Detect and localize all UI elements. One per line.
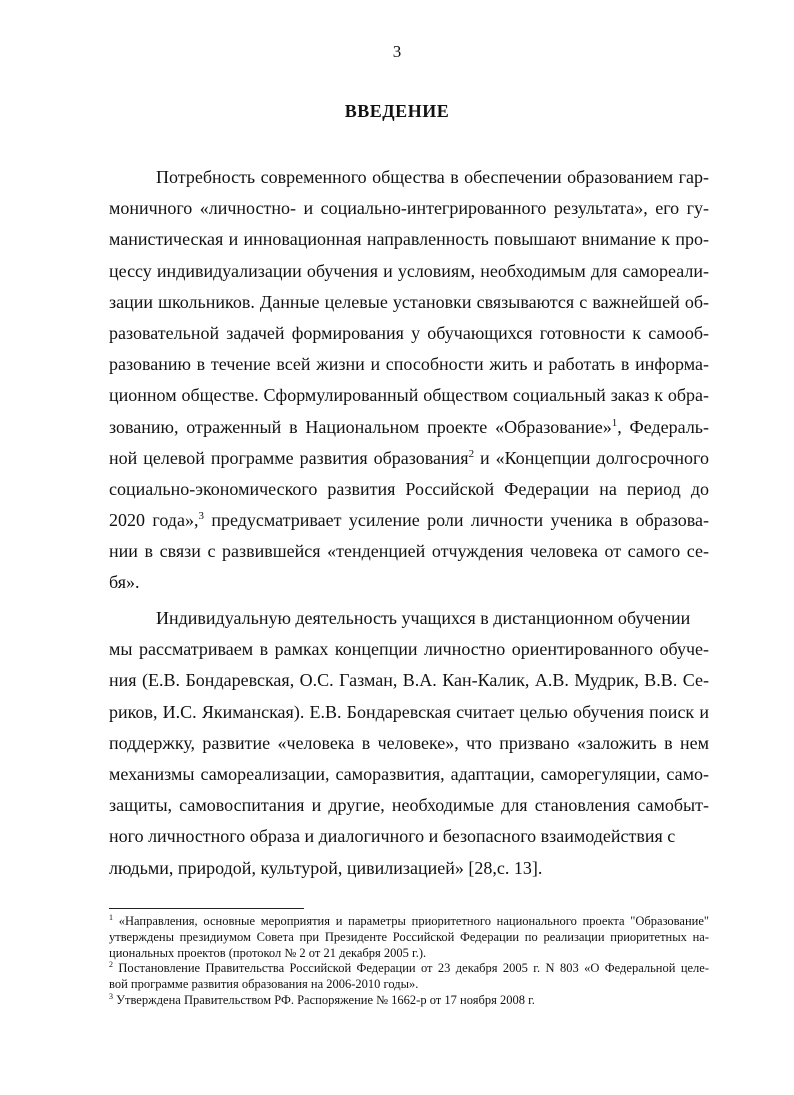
footnote-number: 2 [109, 960, 113, 970]
text-segment: зованию, отраженный в Национальном проекте «Образование» [109, 416, 612, 437]
text-line: социально-экономического развития Российской Федерации на период до [109, 478, 709, 499]
text-segment: и «Концепции долгосрочного [474, 447, 709, 468]
text-line: цессу индивидуализации обучения и условиям, необходимым для самореали- [109, 260, 709, 281]
text-line [109, 443, 709, 474]
text-line: бя». [109, 572, 140, 593]
footnotes [109, 914, 709, 1009]
text-line: разовательной задачей формирования у обучающихся готовности к самооб- [109, 322, 709, 343]
paragraph-2 [109, 603, 709, 884]
footnote-number: 1 [109, 912, 113, 922]
text-segment: ной целевой программе развития образования [109, 447, 469, 468]
text-line: нии в связи с развившейся «тенденцией отчуждения человека от самого се- [109, 541, 709, 562]
text-line: манистическая и инновационная направленность повышают внимание к про- [109, 229, 709, 250]
text-line: зации школьников. Данные целевые установки связываются с важнейшей об- [109, 291, 709, 312]
footnote-text: Постановление Правительства Российской Федерации от 23 декабря 2005 г. N 803 «О Федеральной целе- [118, 961, 710, 976]
text-line: разованию в течение всей жизни и способности жить и работать в информа- [109, 354, 709, 375]
footnote-line: циональных проектов (протокол № 2 от 21 декабря 2005 г.). [109, 945, 427, 960]
text-line: ния (Е.В. Бондаревская, О.С. Газман, В.А. Кан-Калик, А.В. Мудрик, В.В. Се- [109, 670, 709, 691]
footnote-mark-2: 2 [468, 447, 475, 460]
text-segment: 2020 года», [109, 510, 199, 531]
paragraph-1 [109, 162, 709, 599]
text-segment: предусматривает усиление роли личности ученика в образова- [203, 510, 709, 531]
footnote-text: «Направления, основные мероприятия и параметры приоритетного национального проекта "Образование" [118, 914, 709, 928]
text-line [109, 412, 709, 443]
footnote-mark-1: 1 [611, 416, 618, 429]
text-line: поддержку, развитие «человека в человеке», что призвано «заложить в нем [109, 732, 709, 753]
text-line: механизмы самореализации, саморазвития, адаптации, саморегуляции, само- [109, 763, 709, 784]
footnote-mark-3: 3 [198, 510, 204, 523]
footnote-2 [109, 961, 709, 977]
page-number: 3 [392, 42, 402, 61]
text-line: Потребность современного общества в обеспечении образованием гар- [156, 167, 709, 187]
text-segment: , Федераль- [617, 416, 709, 437]
text-line: Индивидуальную деятельность учащихся в дистанционном обучении [156, 608, 691, 628]
footnote-3 [109, 993, 709, 1009]
text-line [109, 505, 709, 536]
text-line: ционном обществе. Сформулированный обществом социальный заказ к обра- [109, 385, 709, 406]
footnote-text: Утверждена Правительством РФ. Распоряжение № 1662-р от 17 ноября 2008 г. [116, 992, 535, 1007]
text-line: моничного «личностно- и социально-интегрированного результата», его гу- [109, 198, 709, 219]
footnote-number: 3 [109, 991, 113, 1001]
text-line: мы рассматриваем в рамках концепции личностно ориентированного обуче- [109, 639, 709, 660]
footnote-line: утверждены президиумом Совета при Президенте Российской Федерации по реализации приоритетных на- [109, 929, 709, 944]
text-line: риков, И.С. Якиманская). Е.В. Бондаревская считает целью обучения поиск и [109, 701, 709, 722]
text-line: людьми, природой, культурой, цивилизацией» [28,с. 13]. [109, 857, 543, 878]
text-line: защиты, самовоспитания и другие, необходимые для становления самобыт- [109, 795, 709, 816]
page-title: ВВЕДЕНИЕ [344, 101, 450, 121]
footnote-1 [109, 914, 709, 930]
footnote-line: вой программе развития образования на 2006-2010 годы». [109, 977, 419, 992]
text-line: ного личностного образа и диалогичного и безопасного взаимодействия с [109, 826, 676, 847]
footnote-separator [109, 908, 304, 909]
